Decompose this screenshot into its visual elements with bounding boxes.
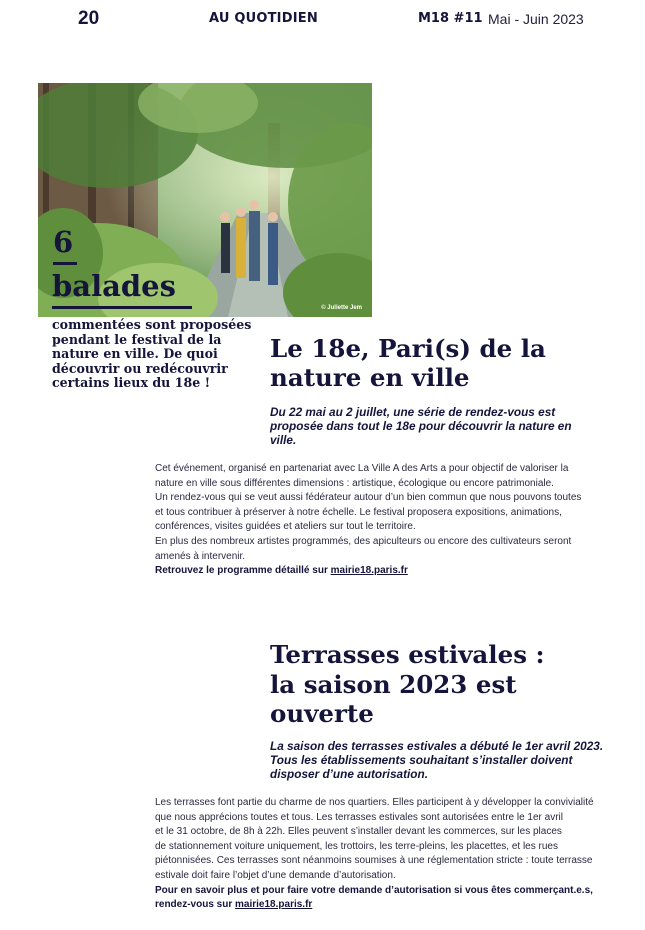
article2-title — [270, 640, 600, 729]
article1-lead: Du 22 mai au 2 juillet, une série de rendez-vous est proposée dans tout le 18e pour découvrir la nature en ville. — [270, 405, 572, 447]
feature-number: 6 — [53, 225, 74, 259]
article1-title-line2: nature en ville — [270, 363, 470, 392]
article2-body-line: estivale doit faire l’objet d’une demande d’autorisation. — [155, 869, 396, 881]
article2-title-line3: ouverte — [270, 699, 374, 728]
article1-title — [270, 334, 590, 392]
article1-body-line: En plus des nombreux artistes programmés, des apiculteurs ou encore des cultivateurs seront — [155, 535, 572, 547]
article1-title-line1: Le 18e, Pari(s) de la — [270, 334, 546, 363]
issue-date: Mai - Juin 2023 — [488, 11, 584, 27]
article1-body-line: conférences, visites guidées et ateliers sur tout le territoire. — [155, 521, 416, 533]
article2-cta-link[interactable]: mairie18.paris.fr — [235, 899, 313, 911]
issue-number: M18 #11 — [418, 11, 483, 26]
article2-cta-line2 — [155, 898, 615, 913]
article2-body-line: que nous apprécions toutes et tous. Les terrasses estivales sont autorisées entre le 1er avril — [155, 811, 564, 823]
article1-body-line: Un rendez-vous qui se veut aussi fédérateur autour d’un bien commun que nous pouvons toutes — [155, 492, 582, 504]
article2-cta-text: rendez-vous sur — [155, 899, 236, 911]
article1-body-line: Cet événement, organisé en partenariat avec La Ville A des Arts a pour objectif de valoriser la — [155, 463, 569, 474]
article1-cta-text: Retrouvez le programme détaillé sur — [155, 565, 331, 577]
number-underline — [53, 262, 77, 265]
article2-title-line1: Terrasses estivales : — [270, 640, 545, 669]
page-number: 20 — [78, 8, 100, 29]
article1-cta — [155, 564, 595, 579]
feature-intro: commentées sont proposées pendant le festival de la nature en ville. De quoi découvrir ou redécouvrir certains lieux du 18e ! — [52, 317, 252, 391]
article1-body-line: nature en ville sous différentes dimensions : artistique, écologique ou encore patrimoniale. — [155, 477, 554, 489]
feature-word: balades — [52, 269, 176, 303]
article1-body-line: amenés à intervenir. — [155, 550, 246, 562]
article1-body — [155, 462, 595, 579]
section-title: AU QUOTIDIEN — [209, 11, 318, 26]
article2-body-line: de stationnement voiture uniquement, les trottoirs, les terre-pleins, les placettes, et les rues — [155, 840, 558, 852]
article2-body-line: Les terrasses font partie du charme de nos quartiers. Elles participent à y développer la convivialité — [155, 797, 594, 808]
article2-body-line: et le 31 octobre, de 8h à 22h. Elles peuvent s’installer devant les commerces, sur les places — [155, 826, 562, 838]
article2-title-line2: la saison 2023 est — [270, 669, 517, 699]
article2-body-line: piétonnisées. Ces terrasses sont néanmoins soumises à une réglementation stricte : toute terrasse — [155, 855, 593, 867]
article1-body-line: et tous contribuer à préserver à notre échelle. Le festival proposera expositions, animations, — [155, 506, 562, 518]
photo-credit: © Juliette Jem — [321, 305, 362, 311]
article2-lead: La saison des terrasses estivales a débuté le 1er avril 2023. Tous les établissements souhaitant s’installer doivent disposer d’une autorisation. — [270, 739, 604, 781]
article2-cta-line1: Pour en savoir plus et pour faire votre demande d’autorisation si vous êtes commerçant.e.s, — [155, 884, 593, 896]
article1-cta-link[interactable]: mairie18.paris.fr — [330, 565, 408, 577]
word-underline — [52, 306, 192, 309]
article2-body — [155, 796, 615, 913]
